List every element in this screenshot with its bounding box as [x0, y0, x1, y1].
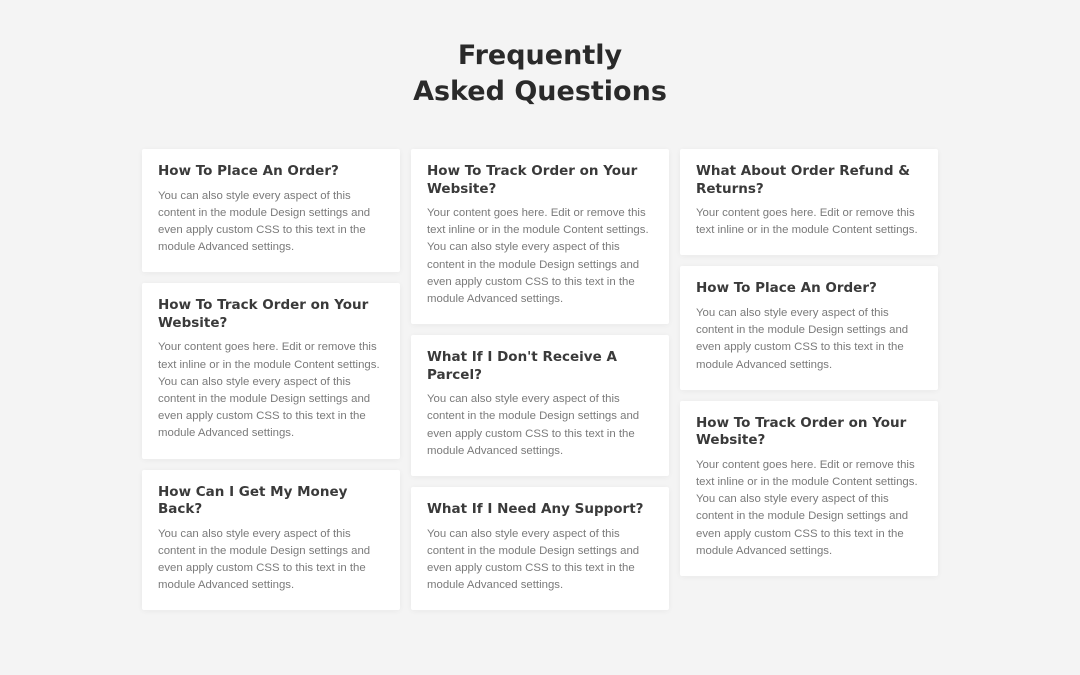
faq-answer: Your content goes here. Edit or remove this text inline or in the module Content settings.	[696, 207, 918, 237]
faq-card[interactable]	[411, 487, 669, 610]
faq-card[interactable]	[411, 149, 669, 324]
faq-answer: You can also style every aspect of this content in the module Design settings and even apply custom CSS to this text in the module Advanced settings.	[158, 527, 371, 592]
faq-answer: Your content goes here. Edit or remove this text inline or in the module Content settings. You can also style every aspect of this content in the module Design settings and even apply custom CSS to this text in the module Advanced settings.	[427, 207, 649, 306]
faq-card[interactable]	[142, 470, 400, 611]
faq-question: How Can I Get My Money Back?	[158, 483, 348, 518]
faq-card[interactable]	[680, 266, 938, 389]
faq-answer: You can also style every aspect of this content in the module Design settings and even apply custom CSS to this text in the module Advanced settings.	[427, 527, 640, 592]
faq-column-3	[680, 149, 938, 610]
faq-column-1	[142, 149, 400, 610]
faq-answer: You can also style every aspect of this content in the module Design settings and even apply custom CSS to this text in the module Advanced settings.	[158, 189, 371, 254]
faq-grid	[142, 149, 938, 610]
faq-question: How To Place An Order?	[696, 280, 877, 297]
faq-answer: Your content goes here. Edit or remove this text inline or in the module Content settings. You can also style every aspect of this content in the module Design settings and even apply custom CSS to this text in the module Advanced settings.	[158, 341, 380, 440]
faq-card[interactable]	[680, 149, 938, 255]
faq-question: What About Order Refund & Returns?	[696, 163, 911, 197]
faq-answer: You can also style every aspect of this content in the module Design settings and even apply custom CSS to this text in the module Advanced settings.	[427, 393, 640, 457]
faq-question: What If I Don't Receive A Parcel?	[427, 349, 617, 383]
faq-question: How To Place An Order?	[158, 163, 339, 179]
faq-answer: Your content goes here. Edit or remove this text inline or in the module Content settings. You can also style every aspect of this content in the module Design settings and even apply custom CSS to this text in the module Advanced settings.	[696, 458, 918, 557]
faq-question: How To Track Order on Your Website?	[158, 297, 369, 331]
faq-card[interactable]	[142, 283, 400, 458]
faq-card[interactable]	[680, 401, 938, 576]
page-title	[0, 38, 1080, 110]
page-title-line-1: Frequently	[457, 40, 623, 71]
faq-answer: You can also style every aspect of this content in the module Design settings and even apply custom CSS to this text in the module Advanced settings.	[696, 306, 909, 371]
faq-card[interactable]	[411, 335, 669, 476]
faq-question: How To Track Order on Your Website?	[696, 414, 907, 449]
faq-column-2	[411, 149, 669, 610]
page-title-line-2: Asked Questions	[413, 76, 667, 107]
faq-card[interactable]	[142, 149, 400, 272]
faq-question: How To Track Order on Your Website?	[427, 163, 638, 197]
faq-question: What If I Need Any Support?	[427, 501, 644, 518]
